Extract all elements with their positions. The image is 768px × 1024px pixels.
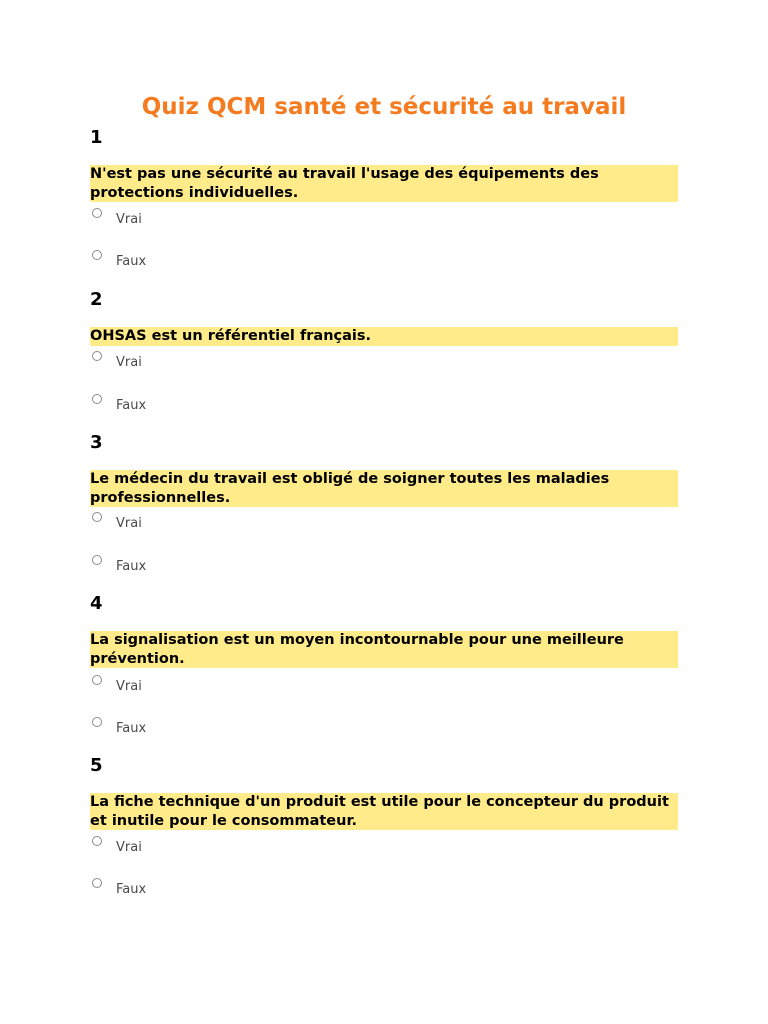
option-label: Faux xyxy=(116,559,147,574)
option-faux[interactable] xyxy=(90,555,390,579)
option-vrai[interactable] xyxy=(90,208,390,232)
question-text: OHSAS est un référentiel français. xyxy=(90,327,678,346)
question-5 xyxy=(90,755,678,897)
option-vrai[interactable] xyxy=(90,675,390,699)
option-faux[interactable] xyxy=(90,394,390,418)
radio-button[interactable] xyxy=(92,351,102,361)
radio-button[interactable] xyxy=(92,675,102,685)
option-vrai[interactable] xyxy=(90,512,390,536)
question-number: 5 xyxy=(90,755,103,776)
option-label: Faux xyxy=(116,882,147,897)
option-label: Faux xyxy=(116,398,147,413)
option-label: Faux xyxy=(116,254,147,269)
option-label: Vrai xyxy=(116,840,142,855)
question-number: 3 xyxy=(90,432,103,453)
question-text: Le médecin du travail est obligé de soigner toutes les maladies professionnelles. xyxy=(90,470,678,507)
radio-button[interactable] xyxy=(92,394,102,404)
radio-button[interactable] xyxy=(92,878,102,888)
option-faux[interactable] xyxy=(90,717,390,741)
question-number: 4 xyxy=(90,593,103,614)
option-vrai[interactable] xyxy=(90,836,390,860)
radio-button[interactable] xyxy=(92,208,102,218)
option-label: Faux xyxy=(116,721,147,736)
option-faux[interactable] xyxy=(90,878,390,902)
radio-button[interactable] xyxy=(92,250,102,260)
page-title: Quiz QCM santé et sécurité au travail xyxy=(141,94,627,120)
question-4 xyxy=(90,593,678,736)
question-number: 2 xyxy=(90,289,103,310)
option-label: Vrai xyxy=(116,212,142,227)
option-faux[interactable] xyxy=(90,250,390,274)
question-1 xyxy=(90,127,678,269)
radio-button[interactable] xyxy=(92,512,102,522)
option-vrai[interactable] xyxy=(90,351,390,375)
option-label: Vrai xyxy=(116,679,142,694)
radio-button[interactable] xyxy=(92,555,102,565)
question-3 xyxy=(90,432,678,574)
radio-button[interactable] xyxy=(92,717,102,727)
radio-button[interactable] xyxy=(92,836,102,846)
question-2 xyxy=(90,289,678,413)
question-text: N'est pas une sécurité au travail l'usage des équipements des protections individuelles. xyxy=(90,165,678,202)
question-text: La fiche technique d'un produit est utile pour le concepteur du produit et inutile pour le consommateur. xyxy=(90,793,678,830)
question-text: La signalisation est un moyen incontournable pour une meilleure prévention. xyxy=(90,631,678,668)
option-label: Vrai xyxy=(116,355,142,370)
option-label: Vrai xyxy=(116,516,142,531)
question-number: 1 xyxy=(90,127,103,148)
